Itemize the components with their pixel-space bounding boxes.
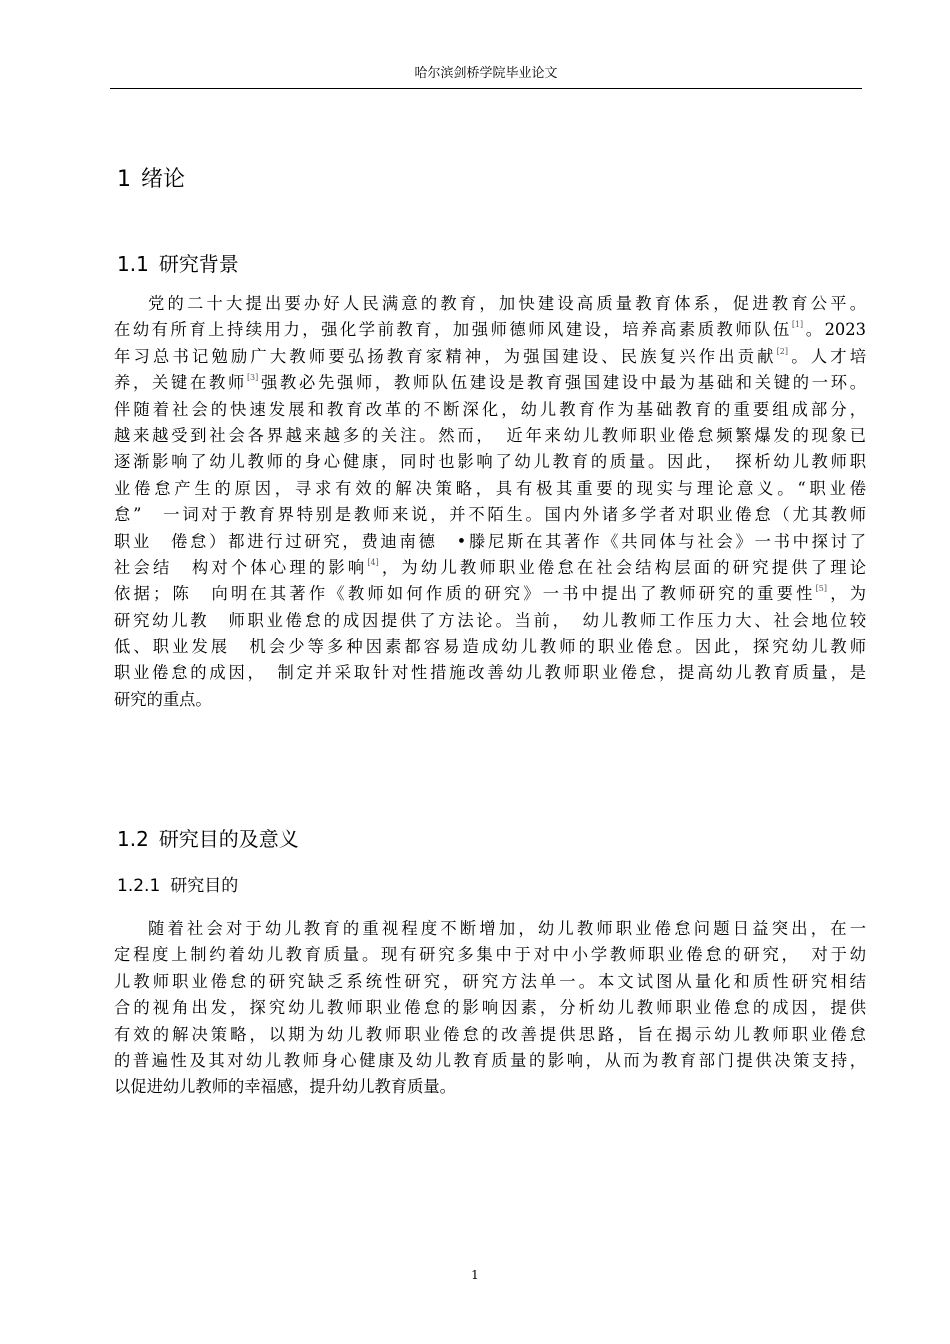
- section-number: 1.1: [117, 252, 149, 276]
- section-heading-1-1: [117, 250, 239, 278]
- text-line: 业倦怠产生的原因，寻求有效的解决策略，具有极其重要的现实与理论意义。“职业倦: [114, 478, 866, 498]
- text-line: 低、职业发展 机会少等多种因素都容易造成幼儿教师的职业倦怠。因此，探究幼儿教师: [114, 637, 866, 657]
- running-header: 哈尔滨剑桥学院毕业论文: [414, 66, 558, 81]
- text-run: ，为幼儿教师职业倦怠在社会结构层面的研究提供了理论: [378, 557, 866, 577]
- text-line: [114, 317, 866, 343]
- section-number: 1.2: [117, 827, 149, 851]
- subsection-heading-1-2-1: [117, 874, 238, 898]
- citation-marker: [3]: [246, 373, 259, 383]
- citation-marker: [5]: [815, 584, 827, 594]
- text-run: ，为: [827, 584, 866, 604]
- section-heading-1-2: [117, 825, 299, 853]
- text-line: 伴随着社会的快速发展和教育改革的不断深化，幼儿教育作为基础教育的重要组成部分，: [114, 399, 866, 419]
- text-line: 定程度上制约着幼儿教育质量。现有研究多集中于对中小学教师职业倦怠的研究， 对于幼: [114, 945, 866, 965]
- text-line: 逐渐影响了幼儿教师的身心健康，同时也影响了幼儿教育的质量。因此， 探析幼儿教师职: [114, 452, 866, 472]
- text-line: 职业倦怠的成因， 制定并采取针对性措施改善幼儿教师职业倦怠，提高幼儿教育质量，是: [114, 663, 866, 683]
- text-run: 。2023: [803, 320, 866, 340]
- citation-marker: [1]: [791, 320, 804, 330]
- text-line: 怠” 一词对于教育界特别是教师来说，并不陌生。国内外诸多学者对职业倦怠（尤其教师: [114, 505, 866, 525]
- background-paragraph: [114, 291, 866, 713]
- text-line: 职业 倦怠）都进行过研究，费迪南德 •滕尼斯在其著作《共同体与社会》一书中探讨了: [114, 531, 866, 551]
- chapter-number: 1: [117, 167, 131, 192]
- text-line: 有效的解决策略，以期为幼儿教师职业倦怠的改善提供思路，旨在揭示幼儿教师职业倦怠: [114, 1024, 866, 1044]
- text-run: 年习总书记勉励广大教师要弘扬教育家精神，为强国建设、民族复兴作出贡献: [114, 346, 777, 366]
- text-line: 越来越受到社会各界越来越多的关注。然而， 近年来幼儿教师职业倦怠频繁爆发的现象已: [114, 425, 866, 445]
- subsection-title: 研究目的: [170, 876, 239, 896]
- text-run: 依据；陈 向明在其著作《教师如何作质的研究》一书中提出了教师研究的重要性: [114, 584, 816, 604]
- citation-marker: [2]: [776, 346, 789, 356]
- text-line: 以促进幼儿教师的幸福感，提升幼儿教育质量。: [114, 1077, 456, 1097]
- text-line: 合的视角出发，探究幼儿教师职业倦怠的影响因素，分析幼儿教师职业倦怠的成因，提供: [114, 998, 866, 1018]
- chapter-title: 绪论: [141, 167, 186, 192]
- text-run: 养，关键在教师: [114, 373, 247, 393]
- purpose-paragraph: [114, 916, 866, 1101]
- text-line: 党的二十大提出要办好人民满意的教育，加快建设高质量教育体系，促进教育公平。: [148, 294, 866, 313]
- header-divider: [110, 88, 862, 89]
- section-title: 研究背景: [158, 252, 239, 276]
- text-line: 随着社会对于幼儿教育的重视程度不断增加，幼儿教师职业倦怠问题日益突出，在一: [148, 919, 866, 938]
- text-run: 。人才培: [788, 346, 866, 366]
- text-line: 研究的重点。: [114, 689, 212, 709]
- text-line: [114, 370, 866, 396]
- subsection-number: 1.2.1: [117, 876, 161, 896]
- text-line: 儿教师职业倦怠的研究缺乏系统性研究，研究方法单一。本文试图从量化和质性研究相结: [114, 971, 866, 991]
- text-run: 在幼有所育上持续用力，强化学前教育，加强师德师风建设，培养高素质教师队伍: [114, 320, 792, 340]
- text-line: [114, 555, 866, 581]
- page-number: 1: [471, 1268, 479, 1282]
- section-title: 研究目的及意义: [158, 827, 299, 851]
- text-line: [114, 344, 866, 370]
- citation-marker: [4]: [367, 557, 379, 567]
- text-line: 研究幼儿教 师职业倦怠的成因提供了方法论。当前， 幼儿教师工作压力大、社会地位较: [114, 610, 866, 630]
- text-line: 的普遍性及其对幼儿教师身心健康及幼儿教育质量的影响，从而为教育部门提供决策支持，: [114, 1050, 866, 1070]
- chapter-heading: [117, 165, 185, 195]
- text-run: 强教必先强师，教师队伍建设是教育强国建设中最为基础和关键的一环。: [258, 373, 866, 393]
- text-run: 社会结 构对个体心理的影响: [114, 557, 368, 577]
- text-line: [114, 581, 866, 607]
